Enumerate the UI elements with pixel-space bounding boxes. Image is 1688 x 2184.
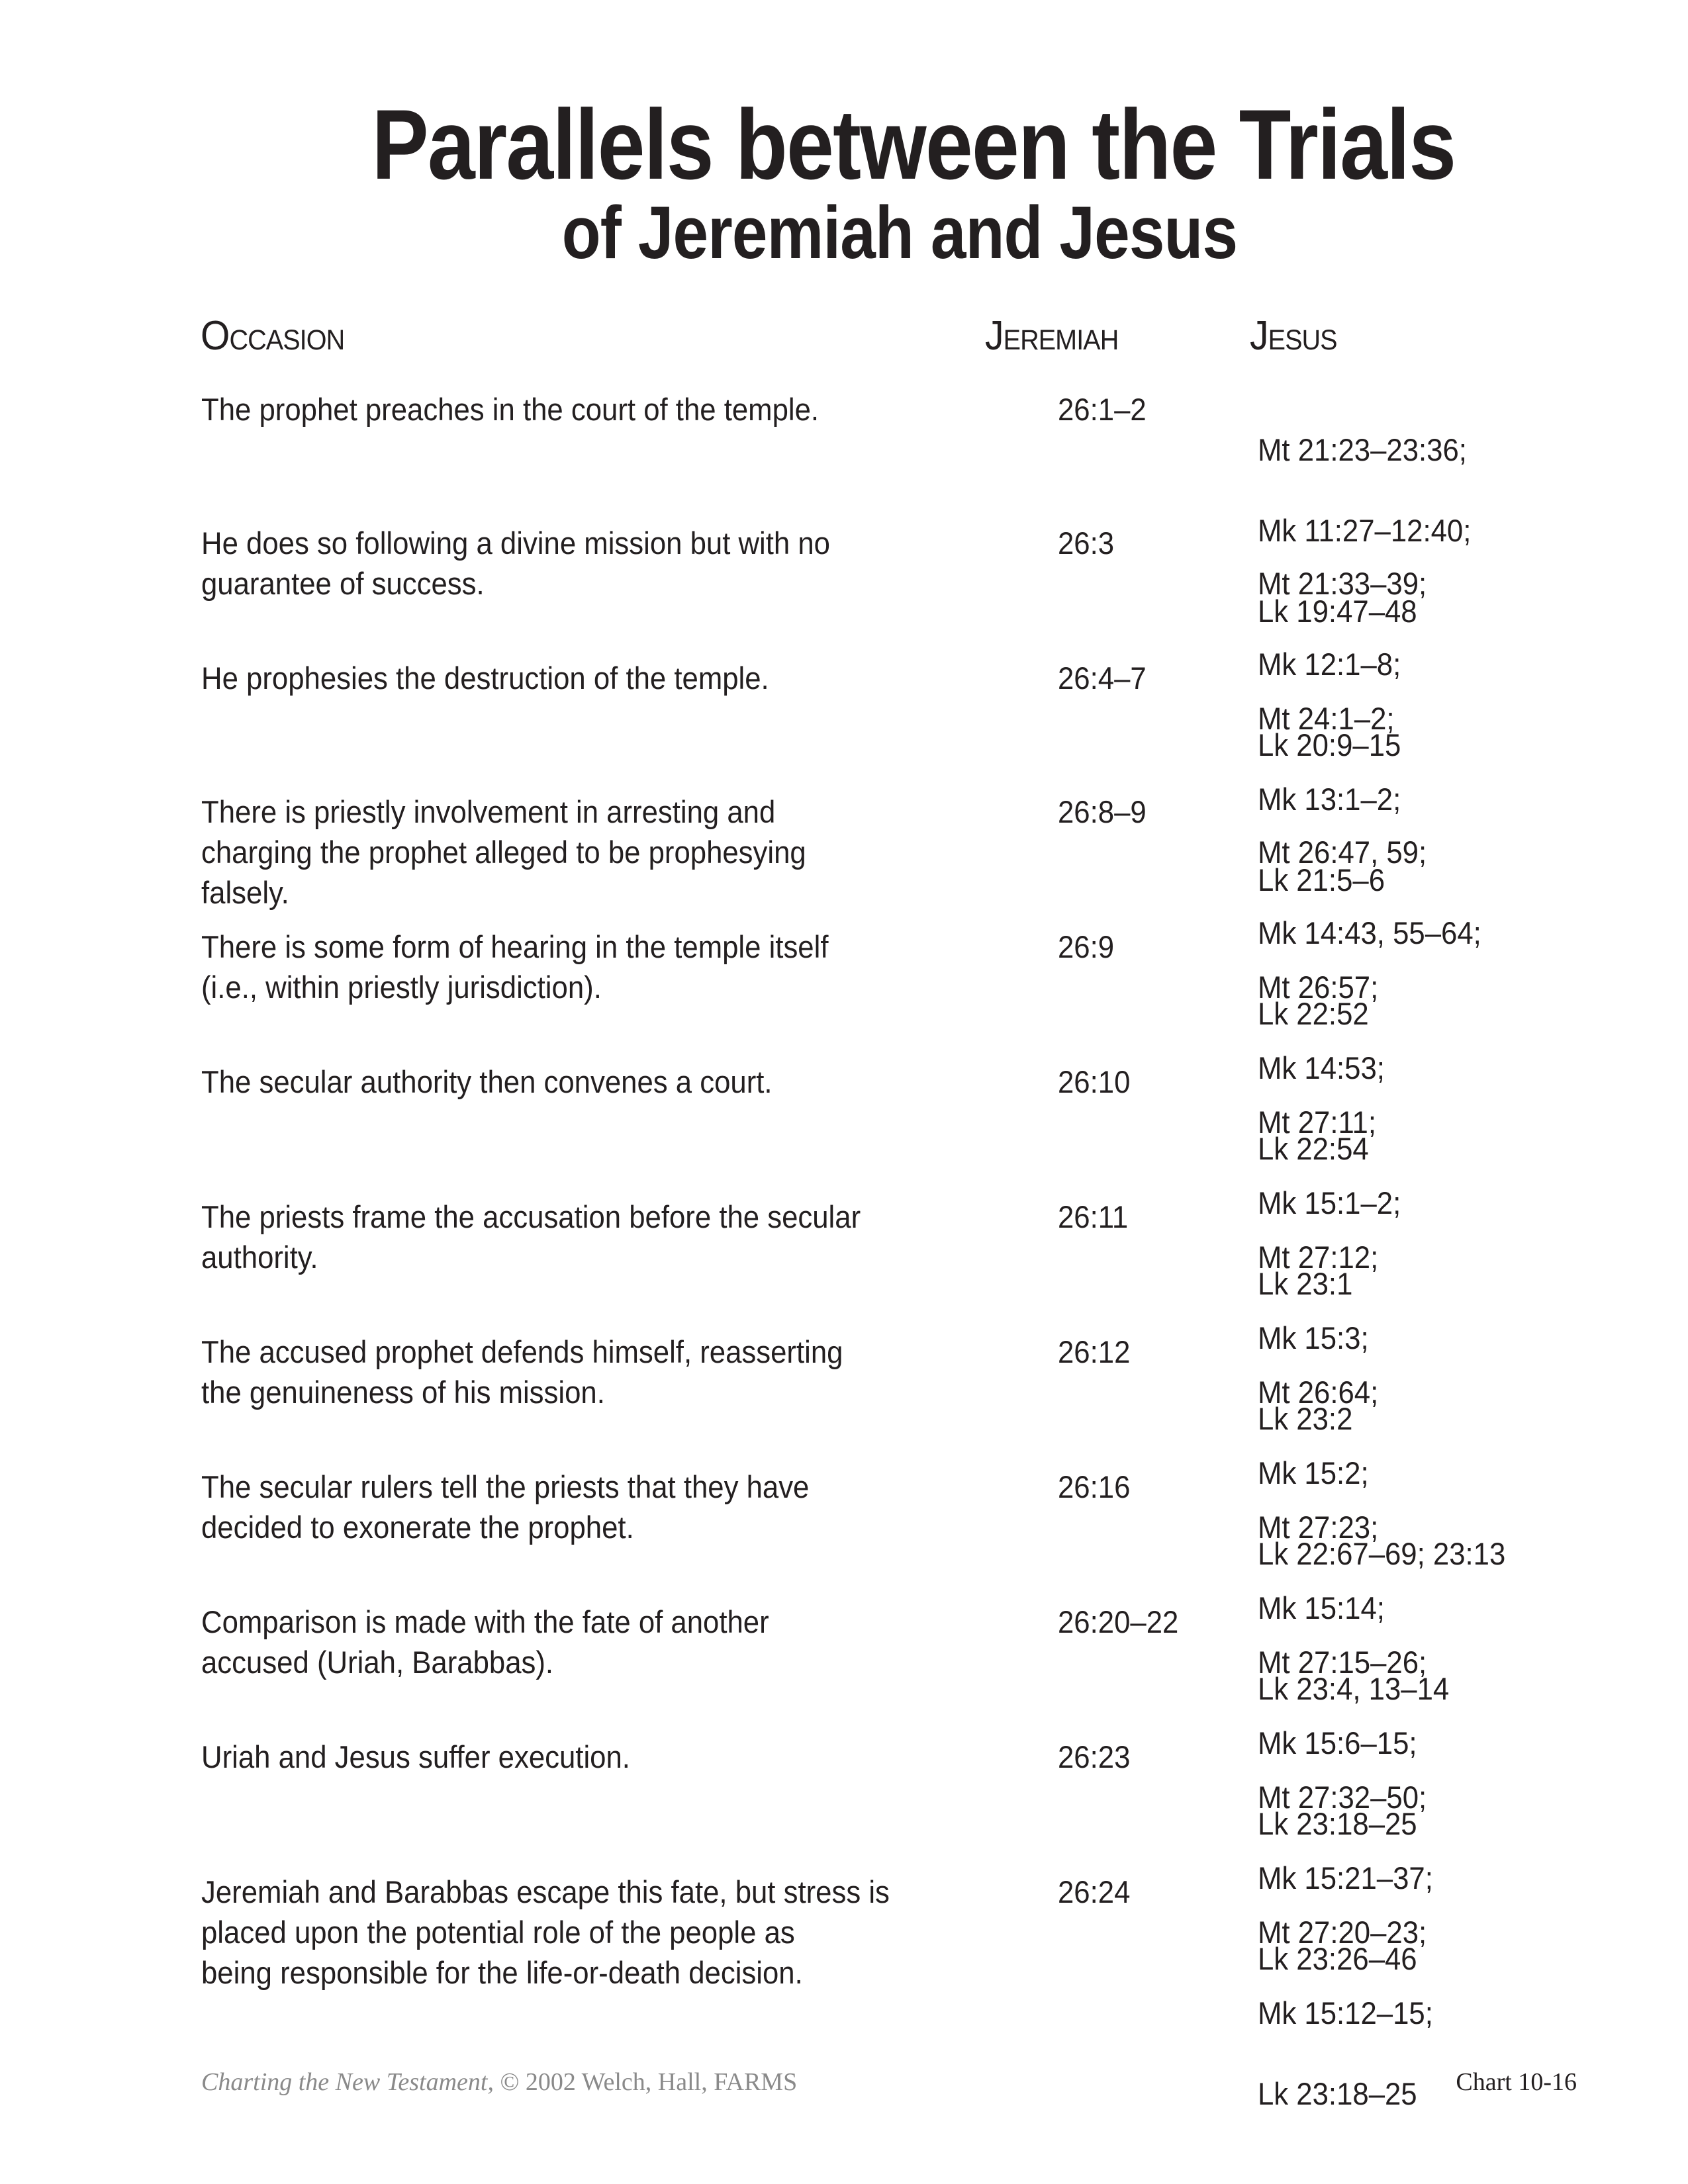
mark-reference: Mk 15:2; [1258, 1455, 1369, 1490]
matthew-reference: Mt 27:12; [1258, 1240, 1379, 1275]
jeremiah-reference: 26:12 [1058, 1334, 1131, 1369]
chart-number: Chart 10-16 [1456, 2068, 1577, 2096]
occasion-cell: There is some form of hearing in the temple itself (i.e., within priestly jurisdiction). [201, 929, 829, 1005]
column-header-occasion: Occasion [201, 313, 345, 359]
mark-reference: Mk 14:43, 55–64; [1258, 915, 1481, 950]
occasion-cell: Uriah and Jesus suffer execution. [201, 1739, 630, 1774]
column-header-jeremiah: Jeremiah [985, 313, 1119, 359]
mark-reference: Mk 12:1–8; [1258, 647, 1401, 682]
matthew-reference: Mt 26:47, 59; [1258, 835, 1427, 870]
luke-reference: Lk 22:67–69; 23:13 [1258, 1536, 1506, 1571]
matthew-reference: Mt 27:23; [1258, 1510, 1379, 1545]
jeremiah-reference: 26:8–9 [1058, 794, 1147, 829]
page-title: Parallels between the Trials [371, 89, 1456, 200]
jeremiah-reference: 26:16 [1058, 1469, 1131, 1504]
matthew-reference: Mt 27:20–23; [1258, 1915, 1427, 1950]
luke-reference: Lk 20:9–15 [1258, 727, 1401, 762]
page-subtitle: of Jeremiah and Jesus [561, 191, 1238, 274]
occasion-cell: The secular rulers tell the priests that they have decided to exonerate the prophet. [201, 1469, 810, 1545]
occasion-cell: The prophet preaches in the court of the temple. [201, 392, 820, 427]
luke-reference: Lk 23:1 [1258, 1266, 1353, 1301]
jeremiah-reference: 26:11 [1058, 1199, 1129, 1234]
mark-reference: Mk 15:12–15; [1258, 1995, 1433, 2030]
mark-reference: Mk 13:1–2; [1258, 782, 1401, 817]
matthew-reference: Mt 21:23–23:36; [1258, 432, 1467, 467]
jeremiah-reference: 26:9 [1058, 929, 1115, 964]
luke-reference: Lk 22:54 [1258, 1131, 1369, 1166]
mark-reference: Mk 14:53; [1258, 1050, 1385, 1085]
mark-reference: Mk 15:1–2; [1258, 1185, 1401, 1220]
occasion-cell: There is priestly involvement in arresting and charging the prophet alleged to be prophesying falsely. [201, 794, 806, 910]
mark-reference: Mk 15:6–15; [1258, 1725, 1417, 1760]
matthew-reference: Mt 26:57; [1258, 970, 1379, 1005]
jesus-references [1258, 1872, 1603, 2154]
luke-reference: Lk 21:5–6 [1258, 862, 1385, 897]
occasion-cell: The secular authority then convenes a court. [201, 1064, 773, 1099]
matthew-reference: Mt 24:1–2; [1258, 701, 1395, 736]
occasion-cell: The accused prophet defends himself, reasserting the genuineness of his mission. [201, 1334, 843, 1410]
jeremiah-reference: 26:4–7 [1058, 660, 1147, 696]
mark-reference: Mk 11:27–12:40; [1258, 513, 1472, 548]
jeremiah-reference: 26:23 [1058, 1739, 1131, 1774]
occasion-cell: The priests frame the accusation before the secular authority. [201, 1199, 861, 1275]
luke-reference: Lk 23:18–25 [1258, 1806, 1417, 1841]
footer-copyright [201, 2068, 797, 2097]
luke-reference: Lk 23:2 [1258, 1401, 1353, 1436]
matthew-reference: Mt 27:15–26; [1258, 1645, 1427, 1680]
occasion-cell: Jeremiah and Barabbas escape this fate, but stress is placed upon the potential role of the people as being responsible for the life-or-death decision. [201, 1874, 890, 1990]
occasion-cell: He prophesies the destruction of the temple. [201, 660, 769, 696]
luke-reference: Lk 22:52 [1258, 996, 1369, 1031]
occasion-cell: He does so following a divine mission but with no guarantee of success. [201, 525, 830, 601]
luke-reference: Lk 23:4, 13–14 [1258, 1671, 1450, 1706]
column-header-jesus: Jesus [1250, 313, 1337, 359]
mark-reference: Mk 15:3; [1258, 1320, 1369, 1355]
luke-reference: Lk 23:26–46 [1258, 1941, 1417, 1976]
jeremiah-reference: 26:10 [1058, 1064, 1131, 1099]
jeremiah-reference: 26:20–22 [1058, 1604, 1179, 1639]
matthew-reference: Mt 21:33–39; [1258, 566, 1427, 601]
book-title: Charting the New Testament, [201, 2068, 494, 2096]
matthew-reference: Mt 27:11; [1258, 1105, 1376, 1140]
jeremiah-reference: 26:1–2 [1058, 392, 1147, 427]
copyright-text: © 2002 Welch, Hall, FARMS [493, 2068, 798, 2096]
jeremiah-reference: 26:3 [1058, 525, 1115, 561]
occasion-cell: Comparison is made with the fate of another accused (Uriah, Barabbas). [201, 1604, 769, 1680]
luke-reference: Lk 19:47–48 [1258, 594, 1417, 629]
mark-reference: Mk 15:21–37; [1258, 1860, 1433, 1895]
matthew-reference: Mt 27:32–50; [1258, 1780, 1427, 1815]
jeremiah-reference: 26:24 [1058, 1874, 1131, 1909]
matthew-reference: Mt 26:64; [1258, 1375, 1379, 1410]
luke-reference: Lk 23:18–25 [1258, 2076, 1417, 2111]
mark-reference: Mk 15:14; [1258, 1590, 1385, 1625]
